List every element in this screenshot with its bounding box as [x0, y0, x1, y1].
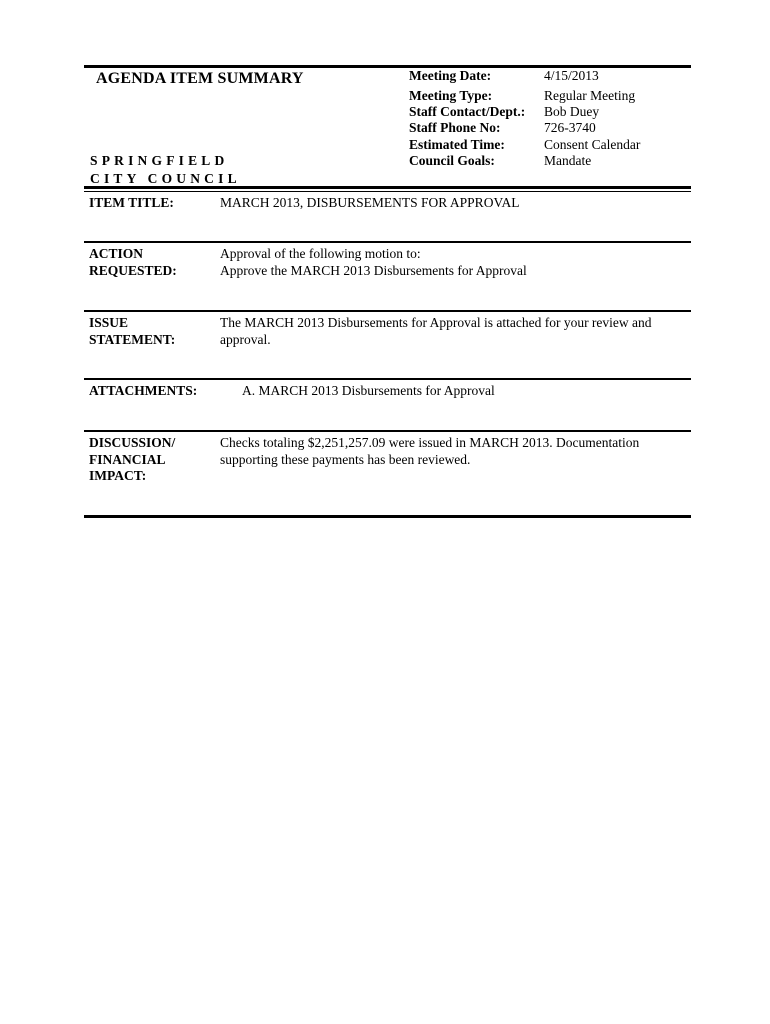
action-label-line1: ACTION [89, 246, 144, 261]
estimated-time-value: Consent Calendar [544, 137, 641, 152]
action-text-line2: Approve the MARCH 2013 Disbursements for Approval [220, 263, 527, 278]
meeting-date-value: 4/15/2013 [544, 68, 599, 83]
discussion-text-line2: supporting these payments has been reviewed. [220, 452, 471, 467]
issue-text-line1: The MARCH 2013 Disbursements for Approval is attached for your review and [220, 315, 652, 330]
attachments-rule [84, 378, 691, 380]
item-title-label: ITEM TITLE: [89, 195, 174, 210]
staff-contact-value: Bob Duey [544, 104, 600, 119]
discussion-label-line3: IMPACT: [89, 468, 147, 483]
staff-phone-value: 726-3740 [544, 120, 596, 135]
attachments-label: ATTACHMENTS: [89, 383, 198, 398]
meeting-type-value: Regular Meeting [544, 88, 636, 103]
staff-phone-label: Staff Phone No: [409, 120, 501, 135]
top-rule [84, 65, 691, 68]
item-title-value: MARCH 2013, DISBURSEMENTS FOR APPROVAL [220, 195, 520, 210]
estimated-time-label: Estimated Time: [409, 137, 505, 152]
discussion-label-line1: DISCUSSION/ [89, 435, 176, 450]
discussion-rule [84, 430, 691, 432]
meeting-date-label: Meeting Date: [409, 68, 492, 83]
header-rule-thick [84, 186, 691, 189]
council-goals-value: Mandate [544, 153, 592, 168]
council-goals-label: Council Goals: [409, 153, 495, 168]
discussion-label-line2: FINANCIAL [89, 452, 166, 467]
org-name-line1: SPRINGFIELD [90, 153, 229, 168]
org-name-line2: CITY COUNCIL [90, 171, 241, 186]
action-label-line2: REQUESTED: [89, 263, 177, 278]
meeting-type-label: Meeting Type: [409, 88, 493, 103]
attachment-item: A. MARCH 2013 Disbursements for Approval [242, 383, 495, 398]
staff-contact-label: Staff Contact/Dept.: [409, 104, 526, 119]
action-rule [84, 241, 691, 243]
issue-label-line2: STATEMENT: [89, 332, 176, 347]
issue-text-line2: approval. [220, 332, 271, 347]
discussion-text-line1: Checks totaling $2,251,257.09 were issued in MARCH 2013. Documentation [220, 435, 640, 450]
issue-rule [84, 310, 691, 312]
header-rule-thin [84, 191, 691, 192]
bottom-rule [84, 515, 691, 518]
page-title: AGENDA ITEM SUMMARY [96, 70, 304, 87]
action-text-line1: Approval of the following motion to: [220, 246, 421, 261]
issue-label-line1: ISSUE [89, 315, 129, 330]
